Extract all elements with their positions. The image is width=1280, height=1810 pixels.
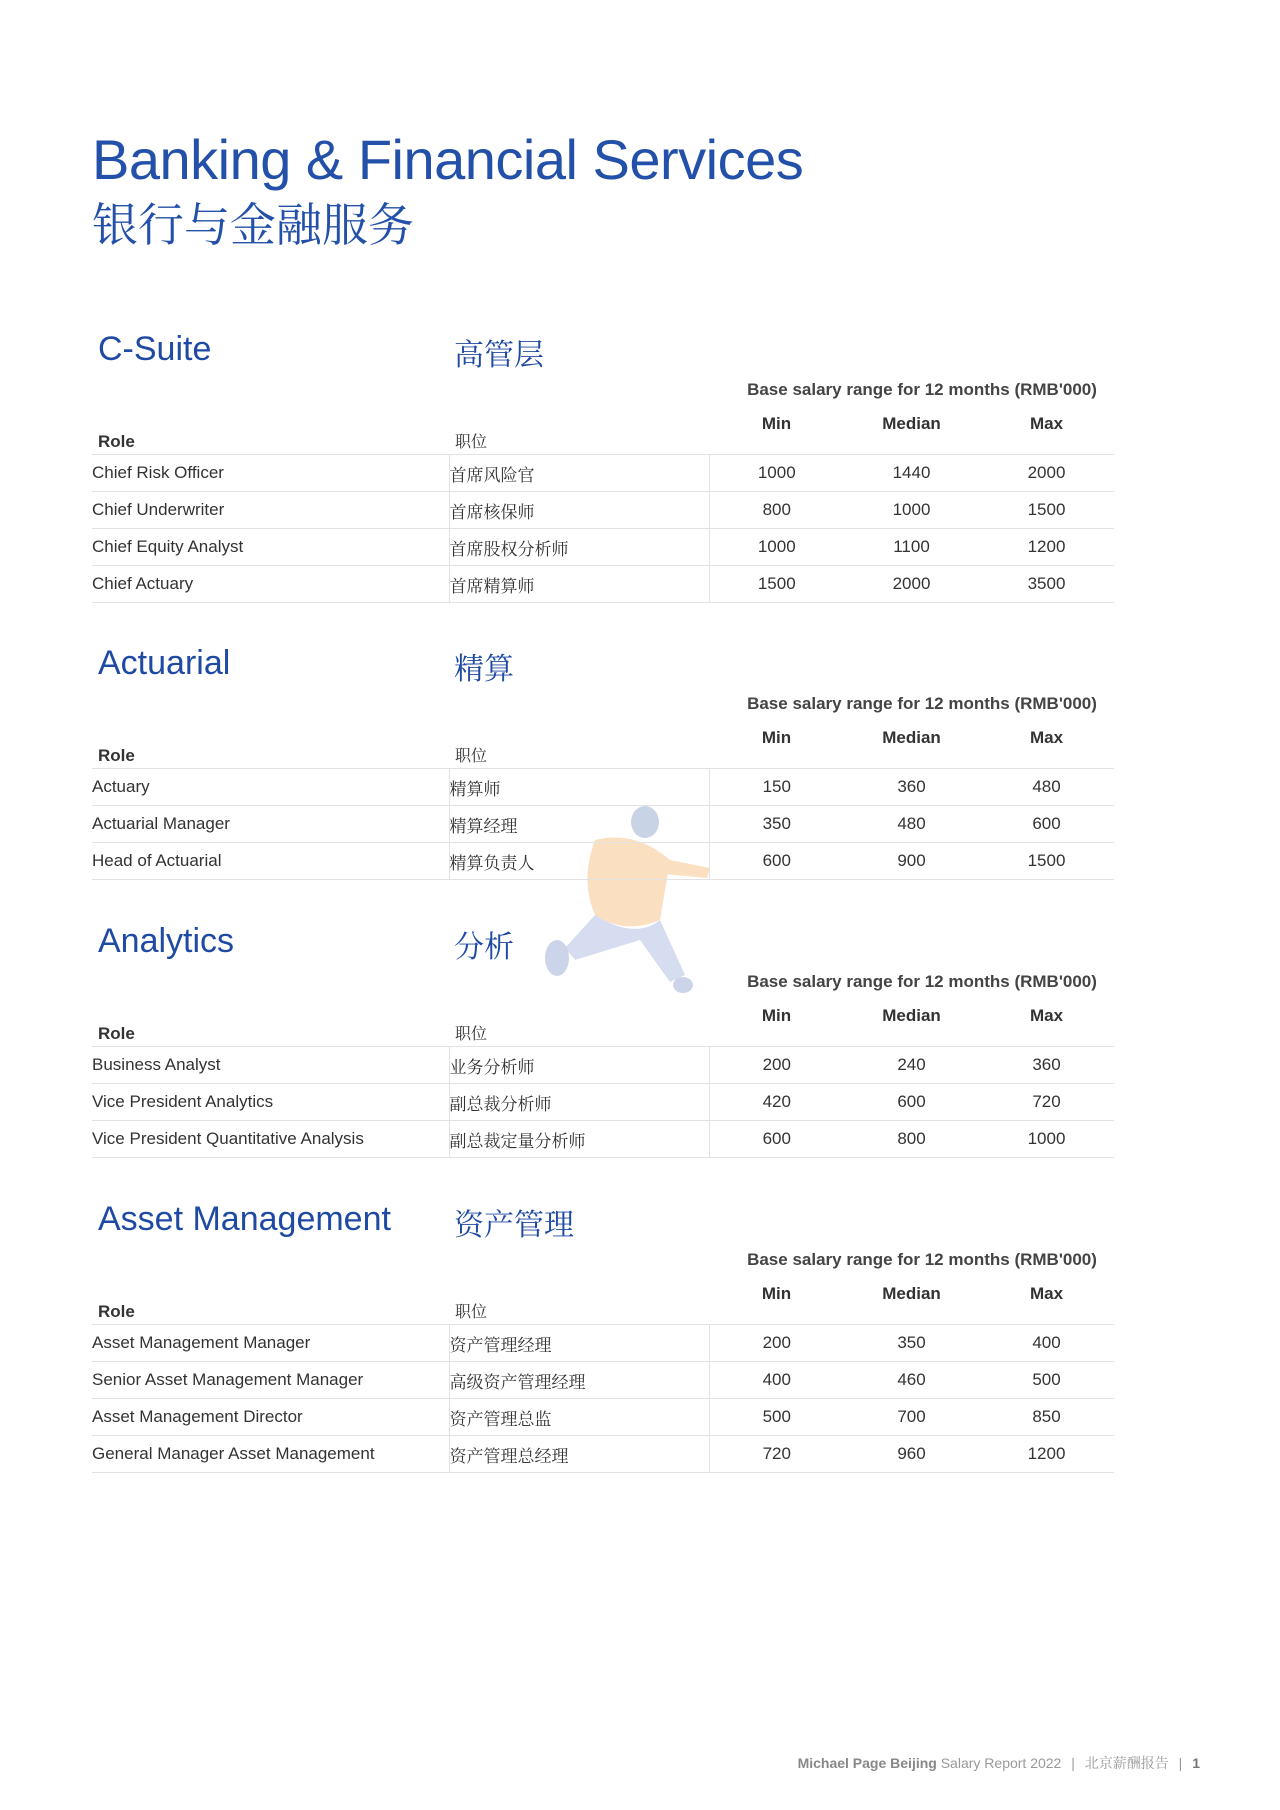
min-cell: 600 [709, 1121, 844, 1158]
role-cn-cell: 副总裁定量分析师 [449, 1121, 709, 1158]
section-title-en: Asset Management [98, 1200, 391, 1238]
median-header: Median [844, 410, 979, 455]
role-cn-cell: 副总裁分析师 [449, 1084, 709, 1121]
median-cell: 480 [844, 806, 979, 843]
role-cn-cell: 首席股权分析师 [449, 529, 709, 566]
min-cell: 1000 [709, 529, 844, 566]
section-c-suite [92, 330, 1114, 597]
role-cn-cell: 精算师 [449, 769, 709, 806]
role-header: Role [92, 410, 449, 455]
median-cell: 700 [844, 1399, 979, 1436]
median-cell: 1100 [844, 529, 979, 566]
min-cell: 200 [709, 1047, 844, 1084]
role-cell: Asset Management Manager [92, 1325, 449, 1362]
median-cell: 1440 [844, 455, 979, 492]
role-cell: Chief Actuary [92, 566, 449, 603]
role-cell: Chief Underwriter [92, 492, 449, 529]
role-cn-header: 职位 [449, 724, 709, 769]
role-cell: Vice President Quantitative Analysis [92, 1121, 449, 1158]
min-cell: 200 [709, 1325, 844, 1362]
min-header: Min [709, 410, 844, 455]
section-actuarial [92, 644, 1114, 874]
page-title-en: Banking & Financial Services [92, 128, 804, 191]
median-cell: 350 [844, 1325, 979, 1362]
min-header: Min [709, 724, 844, 769]
max-cell: 1200 [979, 529, 1114, 566]
max-cell: 600 [979, 806, 1114, 843]
role-cn-cell: 资产管理经理 [449, 1325, 709, 1362]
role-cell: Vice President Analytics [92, 1084, 449, 1121]
table-row [92, 1436, 1114, 1473]
role-cn-header: 职位 [449, 410, 709, 455]
salary-table [92, 1280, 1114, 1473]
max-cell: 360 [979, 1047, 1114, 1084]
page-title [92, 128, 803, 258]
max-cell: 1500 [979, 843, 1114, 880]
footer-brand: Michael Page Beijing [797, 1755, 937, 1771]
min-cell: 400 [709, 1362, 844, 1399]
max-cell: 2000 [979, 455, 1114, 492]
section-title-cn: 资产管理 [454, 1208, 574, 1243]
page-number: 1 [1192, 1755, 1200, 1771]
role-cell: Asset Management Director [92, 1399, 449, 1436]
section-title-cn: 高管层 [454, 338, 544, 373]
table-row [92, 1047, 1114, 1084]
role-cn-cell: 首席风险官 [449, 455, 709, 492]
table-header-row [92, 1280, 1114, 1325]
role-cell: Actuary [92, 769, 449, 806]
salary-table [92, 1002, 1114, 1158]
median-cell: 900 [844, 843, 979, 880]
role-header: Role [92, 1002, 449, 1047]
max-header: Max [979, 410, 1114, 455]
min-header: Min [709, 1280, 844, 1325]
table-row [92, 769, 1114, 806]
median-cell: 960 [844, 1436, 979, 1473]
page-title-cn: 银行与金融服务 [92, 198, 414, 252]
max-header: Max [979, 1280, 1114, 1325]
table-row [92, 1399, 1114, 1436]
median-cell: 360 [844, 769, 979, 806]
role-cell: Business Analyst [92, 1047, 449, 1084]
min-cell: 500 [709, 1399, 844, 1436]
min-cell: 1000 [709, 455, 844, 492]
median-cell: 2000 [844, 566, 979, 603]
section-asset-management [92, 1200, 1114, 1467]
median-cell: 240 [844, 1047, 979, 1084]
median-cell: 1000 [844, 492, 979, 529]
role-cell: Chief Equity Analyst [92, 529, 449, 566]
max-header: Max [979, 724, 1114, 769]
role-header: Role [92, 1280, 449, 1325]
max-cell: 3500 [979, 566, 1114, 603]
role-cn-cell: 高级资产管理经理 [449, 1362, 709, 1399]
role-cn-cell: 精算负责人 [449, 843, 709, 880]
table-row [92, 529, 1114, 566]
footer-report-title: Salary Report 2022 [940, 1755, 1062, 1771]
median-header: Median [844, 724, 979, 769]
median-header: Median [844, 1002, 979, 1047]
max-cell: 500 [979, 1362, 1114, 1399]
section-title-cn: 精算 [454, 652, 514, 687]
median-cell: 800 [844, 1121, 979, 1158]
min-cell: 800 [709, 492, 844, 529]
max-cell: 850 [979, 1399, 1114, 1436]
section-title-cn: 分析 [454, 930, 514, 965]
min-cell: 420 [709, 1084, 844, 1121]
table-row [92, 806, 1114, 843]
role-cell: Chief Risk Officer [92, 455, 449, 492]
median-cell: 600 [844, 1084, 979, 1121]
table-row [92, 1084, 1114, 1121]
table-row [92, 1325, 1114, 1362]
table-row [92, 492, 1114, 529]
salary-table [92, 410, 1114, 603]
role-cn-cell: 精算经理 [449, 806, 709, 843]
salary-range-label: Base salary range for 12 months (RMB'000) [747, 1250, 1097, 1269]
table-row [92, 455, 1114, 492]
max-cell: 1500 [979, 492, 1114, 529]
role-header: Role [92, 724, 449, 769]
min-cell: 600 [709, 843, 844, 880]
salary-range-label: Base salary range for 12 months (RMB'000) [747, 972, 1097, 991]
role-cn-cell: 资产管理总监 [449, 1399, 709, 1436]
section-title-en: Actuarial [98, 644, 231, 682]
max-cell: 400 [979, 1325, 1114, 1362]
max-cell: 720 [979, 1084, 1114, 1121]
salary-range-label: Base salary range for 12 months (RMB'000) [747, 380, 1097, 399]
min-header: Min [709, 1002, 844, 1047]
role-cell: General Manager Asset Management [92, 1436, 449, 1473]
role-cell: Head of Actuarial [92, 843, 449, 880]
role-cn-header: 职位 [449, 1280, 709, 1325]
min-cell: 150 [709, 769, 844, 806]
min-cell: 1500 [709, 566, 844, 603]
median-header: Median [844, 1280, 979, 1325]
table-header-row [92, 1002, 1114, 1047]
section-title-en: Analytics [98, 922, 235, 960]
page-footer [798, 1753, 1200, 1773]
max-cell: 1200 [979, 1436, 1114, 1473]
role-cn-cell: 首席精算师 [449, 566, 709, 603]
max-header: Max [979, 1002, 1114, 1047]
salary-table [92, 724, 1114, 880]
footer-report-title-cn: 北京薪酬报告 [1084, 1756, 1169, 1772]
role-cn-header: 职位 [449, 1002, 709, 1047]
role-cell: Actuarial Manager [92, 806, 449, 843]
max-cell: 1000 [979, 1121, 1114, 1158]
table-row [92, 1121, 1114, 1158]
table-row [92, 843, 1114, 880]
role-cn-cell: 业务分析师 [449, 1047, 709, 1084]
table-header-row [92, 410, 1114, 455]
footer-separator: | [1178, 1755, 1183, 1771]
median-cell: 460 [844, 1362, 979, 1399]
min-cell: 350 [709, 806, 844, 843]
min-cell: 720 [709, 1436, 844, 1473]
table-header-row [92, 724, 1114, 769]
footer-separator: | [1071, 1755, 1075, 1771]
table-row [92, 566, 1114, 603]
role-cn-cell: 资产管理总经理 [449, 1436, 709, 1473]
role-cn-cell: 首席核保师 [449, 492, 709, 529]
role-cell: Senior Asset Management Manager [92, 1362, 449, 1399]
section-title-en: C-Suite [98, 330, 212, 368]
table-row [92, 1362, 1114, 1399]
salary-range-label: Base salary range for 12 months (RMB'000) [747, 694, 1097, 713]
max-cell: 480 [979, 769, 1114, 806]
section-analytics [92, 922, 1114, 1152]
